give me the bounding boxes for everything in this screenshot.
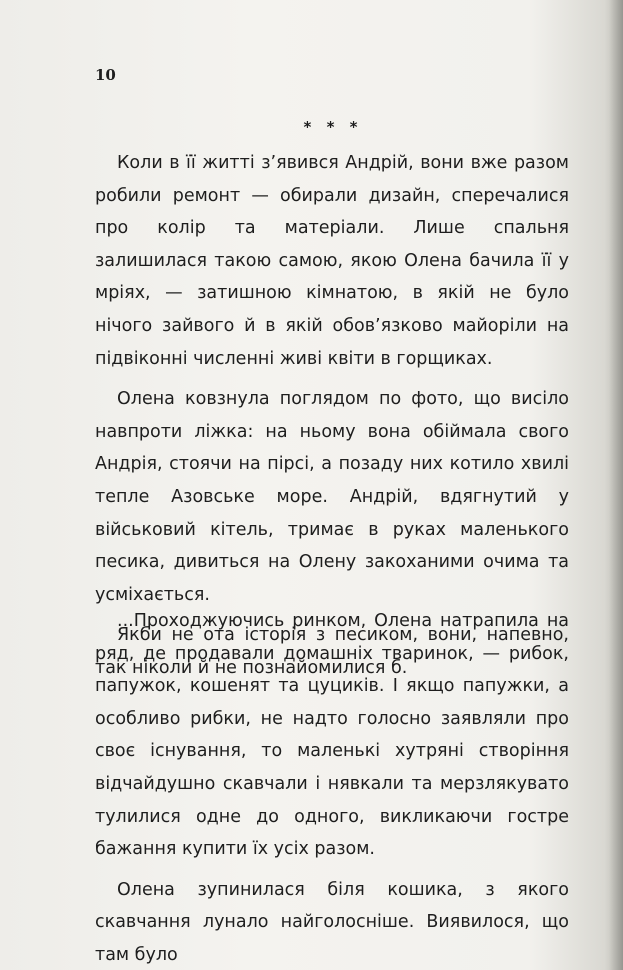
paragraph: Якби не ота історія з песиком, вони, напевно, так ніколи й не познайомилися б.: [95, 625, 569, 678]
paragraph: Олена ковзнула поглядом по фото, що висіло навпроти ліжка: на ньому вона обіймала свого Андрія, стоячи на пірсі, а позаду них котило хвилі тепле Азовське море. Андрій, вдягнутий у військовий кітель, тримає в руках маленького песика, дивиться на Олену закоханими очима та усміхається.: [95, 389, 569, 605]
paragraph: Коли в її житті з’явився Андрій, вони вже разом робили ремонт — обирали дизайн, сперечалися про колір та матеріали. Лише спальня залишилася такою самою, якою Олена бачила її у мріях, — затишною кімнатою, в якій не було нічого зайвого й в якій обов’язково майоріли на підвіконні численні живі квіти в горщиках.: [95, 153, 569, 369]
text-section-1: [95, 147, 569, 685]
paragraph: ...Проходжуючись ринком, Олена натрапила на ряд, де продавали домашніх тваринок, — рибок, папужок, кошенят та цуциків. І якщо папужки, а особливо рибки, не надто голосно заявляли про своє існування, то маленькі хутряні створіння відчайдушно скавчали і нявкали та мерзлякувато тулилися одне до одного, викликаючи гостре бажання купити їх усіх разом.: [95, 611, 569, 860]
page-edge-shadow: [609, 0, 623, 970]
page-number: 10: [95, 66, 116, 84]
text-section-2: [95, 605, 569, 970]
section-separator: * * *: [303, 118, 363, 136]
paragraph: Олена зупинилася біля кошика, з якого скавчання лунало найголосніше. Виявилося, що там було: [95, 879, 569, 965]
